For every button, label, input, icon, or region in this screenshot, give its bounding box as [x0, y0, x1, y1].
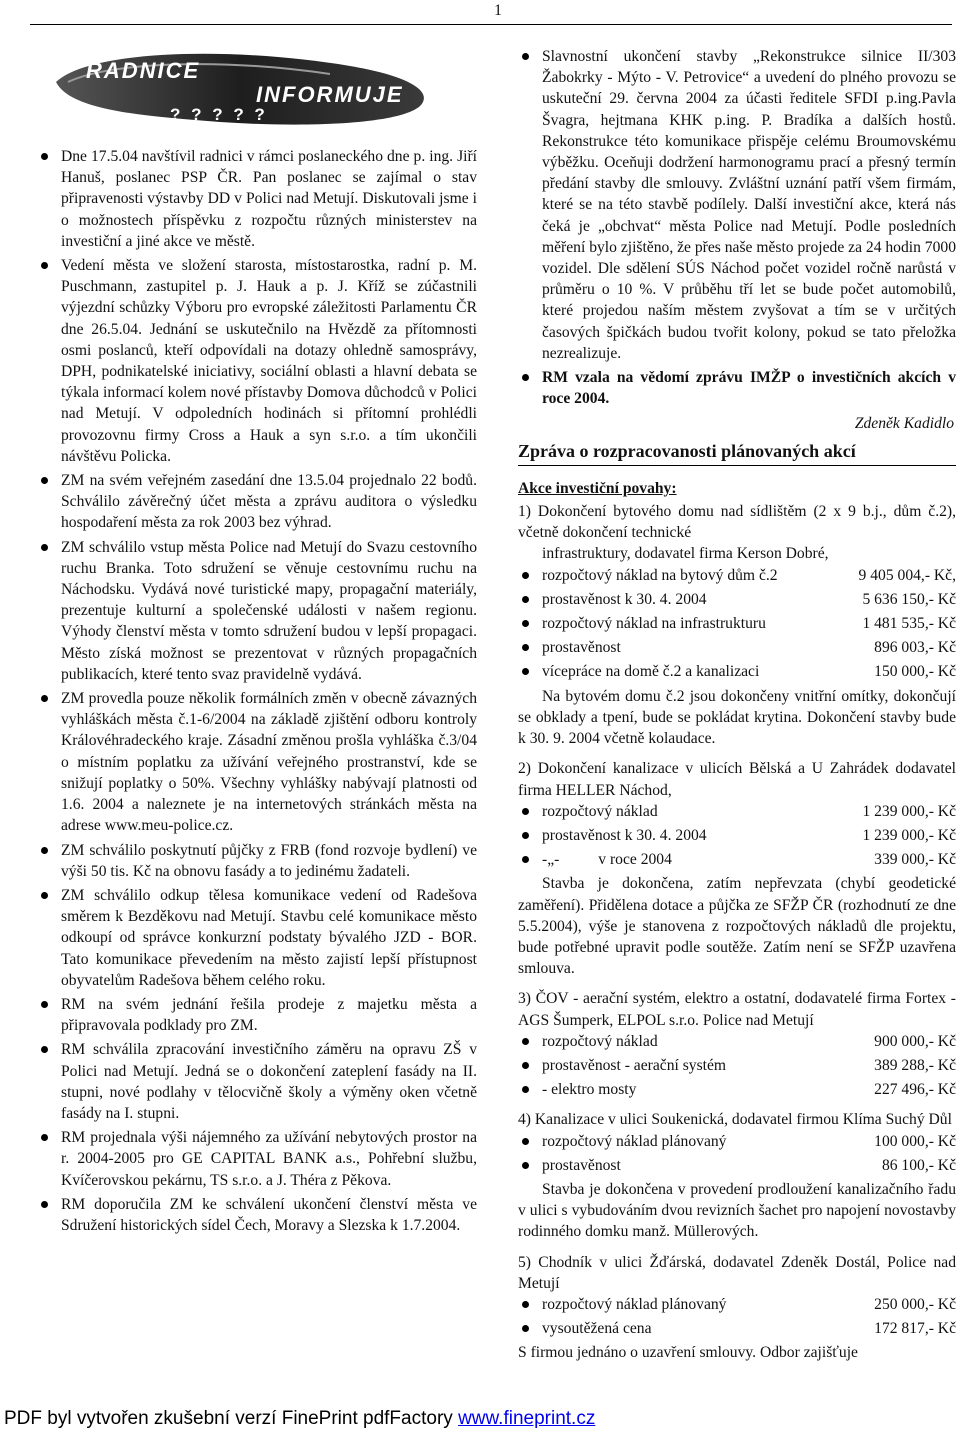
cost-row — [518, 801, 956, 822]
cost-row — [518, 1131, 956, 1152]
cost-amount: 1 239 000,- Kč — [862, 802, 956, 820]
masthead-logo-graphic — [50, 48, 430, 128]
page-number: 1 — [494, 2, 502, 19]
cost-amount: 1 239 000,- Kč — [862, 826, 956, 844]
list-item: RM projednala výši nájemného za užívání nebytových prostor na r. 2004-2005 pro GE CAPITAL BANK a.s., Pohřební službu, Kvíčerovskou pekárnu, TS s.r.o. a J. Théra z Pěkova. — [37, 1127, 477, 1191]
footer-text: PDF byl vytvořen zkušební verzí FinePrint pdfFactory — [4, 1408, 459, 1429]
cost-list — [518, 565, 956, 683]
masthead-logo — [50, 48, 430, 128]
cost-row — [518, 1055, 956, 1076]
cost-list — [518, 1031, 956, 1101]
cost-label: vícepráce na domě č.2 a kanalizaci — [542, 663, 760, 681]
cost-label: -„- v roce 2004 — [542, 851, 672, 869]
list-item-bold: RM vzala na vědomí zprávu IMŽP o investičních akcích v roce 2004. — [518, 367, 956, 409]
cost-amount: 389 288,- Kč — [874, 1056, 956, 1074]
cost-row — [518, 661, 956, 682]
cost-label: rozpočtový náklad plánovaný — [542, 1295, 727, 1313]
cost-row — [518, 825, 956, 846]
list-item: RM doporučila ZM ke schválení ukončení členství města ve Sdružení historických sídel Čech, Moravy a Slezska k 1.7.2004. — [37, 1194, 477, 1236]
cost-label: prostavěnost k 30. 4. 2004 — [542, 826, 707, 844]
cost-label: - elektro mosty — [542, 1081, 637, 1099]
cost-label: rozpočtový náklad plánovaný — [542, 1132, 727, 1150]
cost-row — [518, 589, 956, 610]
project-intro-continued: infrastruktury, dodavatel firma Kerson Dobré, — [542, 545, 829, 563]
cost-list — [518, 801, 956, 871]
cost-row — [518, 1318, 956, 1339]
section-title: Zpráva o rozpracovanosti plánovaných akcí — [518, 441, 956, 466]
cost-row — [518, 1031, 956, 1052]
masthead-question-marks: ? ? ? ? ? — [170, 105, 268, 124]
author-signature: Zdeněk Kadidlo — [854, 415, 954, 433]
list-item: ZM schválilo poskytnutí půjčky z FRB (fond rozvoje bydlení) ve výši 50 tis. Kč na obnovu fasády a to jedinému žadateli. — [37, 840, 477, 882]
cost-row — [518, 849, 956, 870]
cost-amount: 5 636 150,- Kč — [862, 590, 956, 608]
cost-row — [518, 1294, 956, 1315]
pdf-footer — [4, 1408, 595, 1430]
list-item: Vedení města ve složení starosta, místostarostka, radní p. M. Puschmann, zastupitel p. J. Hauk a p. J. Kříž se zúčastnili výjezdní schůzky Výboru pro evropské záležitosti Parlamentu ČR dne 26.5.04. Jednání se uskutečnilo na Hvězdě za přítomnosti osmi poslanců, kteří odpovídali na dotazy ohledně samosprávy, DPH, podnikatelské iniciativy, sociální oblasti a hlavní debata se týkala informací kolem nové přístavby Domova důchodců v Polici nad Metují. V odpoledních hodinách si přítomní prohlédli provozovnu firmy Cross a Hauk a syn s.r.o. a tím ukončili návštěvu Policka. — [37, 255, 477, 467]
cost-label: prostavěnost - aerační systém — [542, 1056, 727, 1074]
project-intro: 1) Dokončení bytového domu nad sídlištěm (2 x 9 b.j., dům č.2), včetně dokončení technické — [518, 503, 956, 542]
header-rule — [30, 24, 952, 25]
list-item: Dne 17.5.04 navštívil radnici v rámci poslaneckého dne p. ing. Jiří Hanuš, poslanec PSP ČR. Pan poslanec se zajímal o stav připravenosti výstavby DD v Polici nad Metují. Diskutovali jsme i o možnostech příspěvku z rozpočtu různých ministerstev na investiční a jiné akce ve městě. — [37, 146, 477, 252]
cost-label: prostavěnost — [542, 639, 621, 657]
right-bullet-list — [518, 46, 956, 409]
cost-row — [518, 565, 956, 586]
project-intro: 3) ČOV - aerační systém, elektro a ostatní, dodavatelé firma Fortex - AGS Šumperk, ELPOL s.r.o. Police nad Metují — [518, 990, 956, 1029]
project-note: Stavba je dokončena, zatím nepřevzata (chybí geodetické zaměření). Přidělena dotace a půjčka ze SFŽP ČR (rozhodnutí ze dne 5.5.2004), výše je stanovena z rozpočtových nákladů dle projektu, bude potřebné upravit podle soutěže. Zatím není se SFŽP uzavřena smlouva. — [518, 875, 956, 978]
right-column — [518, 46, 956, 1373]
project-block-1 — [518, 501, 956, 749]
cost-list — [518, 1294, 956, 1339]
cost-amount: 150 000,- Kč — [874, 663, 956, 681]
cost-row — [518, 1079, 956, 1100]
list-item: RM na svém jednání řešila prodeje z majetku města a připravovala podklady pro ZM. — [37, 994, 477, 1036]
cost-list — [518, 1131, 956, 1176]
section-subhead: Akce investiční povahy: — [518, 479, 677, 497]
project-note: Stavba je dokončena v provedení prodloužení kanalizačního řadu v ulici s vybudováním dvou revizních šachet pro napojení novostavby rodinného domku manž. Müllerových. — [518, 1180, 956, 1241]
cost-amount: 86 100,- Kč — [881, 1156, 956, 1174]
cost-amount: 896 003,- Kč — [874, 639, 956, 657]
cost-label: rozpočtový náklad — [542, 802, 658, 820]
project-intro: 2) Dokončení kanalizace v ulicích Bělská a U Zahrádek dodavatel firma HELLER Náchod, — [518, 760, 956, 799]
cost-amount: 172 817,- Kč — [874, 1320, 956, 1338]
project-note: Na bytovém domu č.2 jsou dokončeny vnitřní omítky, dokončují se obklady a tpení, bude se pokládat krytina. Dokončení stavby bude k 30. 9. 2004 včetně kolaudace. — [518, 687, 956, 748]
project-tail: S firmou jednáno o uzavření smlouvy. Odbor zajišťuje — [518, 1344, 858, 1362]
list-item: ZM provedla pouze několik formálních změn v obecně závazných vyhláškách města č.1-6/2004 na základě zjištění odboru kontroly Královéhradeckého kraje. Zásadní změnou prošla vyhláška č.3/04 o místním poplatku za užívání veřejného prostranství, kde se snižují poplatky o 50%. Všechny vyhlášky nabývají platnosti od 1.6. 2004 a naleznete je na internetových stránkách města na adrese www.meu-police.cz. — [37, 688, 477, 836]
list-item: ZM schválilo vstup města Police nad Metují do Svazu cestovního ruchu Branka. Toto sdružení se věnuje cestovnímu ruchu na Náchodsku. Vydává nové turistické mapy, propagační materiály, prezentuje kulturní a společenské události v našem regionu. Výhody členství města v tomto sdružení budou v lepší propagaci. Město získá možnost se prezentovat v různých propagačních publikacích, které tento svaz pravidelně vydává. — [37, 537, 477, 685]
project-intro: 5) Chodník v ulici Žďárská, dodavatel Zdeněk Dostál, Police nad Metují — [518, 1253, 956, 1292]
left-column — [37, 146, 477, 1239]
list-item: RM schválila zpracování investičního záměru na opravu ZŠ v Polici nad Metují. Jedná se o dokončení zateplení fasády na II. stupni, nové podlahy v tělocvičně školy a výměny oken včetně fasády na I. stupni. — [37, 1039, 477, 1124]
list-item: ZM schválilo odkup tělesa komunikace vedení od Radešova směrem k Bezděkovu nad Metují. Stavbu celé komunikace město odkoupí od správce konkurzní podstaty bývalého JZD - BOR. Tato komunikace převedením na město zajistí lepší přístupnost obyvatelům Radešova během celého roku. — [37, 885, 477, 991]
project-block-3 — [518, 988, 956, 1100]
cost-label: rozpočtový náklad na infrastrukturu — [542, 615, 766, 633]
cost-amount: 100 000,- Kč — [874, 1132, 956, 1150]
cost-label: prostavěnost — [542, 1156, 621, 1174]
cost-amount: 9 405 004,- Kč, — [858, 566, 956, 584]
list-item: Slavnostní ukončení stavby „Rekonstrukce silnice II/303 Žabokrky - Mýto - V. Petrovice“ a uvedení do plného provozu se uskuteční 29. června 2004 za účasti ředitele SFDI p.ing.Pavla Švagra, hejtmana KHK p.ing. P. Bradíka a dalších hostů. Rekonstrukce této komunikace přispěje celému Broumovskému výběžku. Oceňuji dodržení harmonogramu prací a přesný termín předání stavby dle smlouvy. Zvláštní uznání patří všem firmám, které se na této stavbě podílely. Další investiční akce, která nás čeká je „obchvat“ města Police nad Metují. Podle posledních měření bylo zjištěno, že přes naše město projede za 24 hodin 7000 vozidel. Dle sdělení SÚS Náchod počet vozidel ročně narůstá v průměru o 10 %. V průběhu tří let se bude počet automobilů, které projedou naším městem zvyšovat a tím se v určitých časových špičkách budou tvořit kolony, pokud se tato přeložka nezrealizuje. — [518, 46, 956, 364]
cost-amount: 339 000,- Kč — [874, 851, 956, 869]
project-block-5 — [518, 1252, 956, 1364]
cost-row — [518, 637, 956, 658]
masthead-word-bottom: INFORMUJE — [256, 82, 404, 107]
cost-amount: 900 000,- Kč — [874, 1032, 956, 1050]
list-item: ZM na svém veřejném zasedání dne 13.5.04 projednalo 22 bodů. Schválilo závěrečný účet města a zprávu auditora o výsledku hospodaření města za rok 2003 bez výhrad. — [37, 470, 477, 534]
cost-amount: 227 496,- Kč — [874, 1081, 956, 1099]
cost-label: vysoutěžená cena — [542, 1320, 652, 1338]
cost-label: rozpočtový náklad na bytový dům č.2 — [542, 566, 778, 584]
cost-row — [518, 613, 956, 634]
footer-link[interactable]: www.fineprint.cz — [458, 1408, 596, 1429]
cost-row — [518, 1155, 956, 1176]
cost-label: prostavěnost k 30. 4. 2004 — [542, 590, 707, 608]
project-intro: 4) Kanalizace v ulici Soukenická, dodavatel firmou Klíma Suchý Důl — [518, 1111, 952, 1129]
project-block-2 — [518, 758, 956, 979]
project-block-4 — [518, 1109, 956, 1242]
cost-amount: 1 481 535,- Kč — [862, 615, 956, 633]
left-bullet-list — [37, 146, 477, 1236]
cost-amount: 250 000,- Kč — [874, 1295, 956, 1313]
masthead-word-top: RADNICE — [86, 58, 201, 83]
cost-label: rozpočtový náklad — [542, 1032, 658, 1050]
